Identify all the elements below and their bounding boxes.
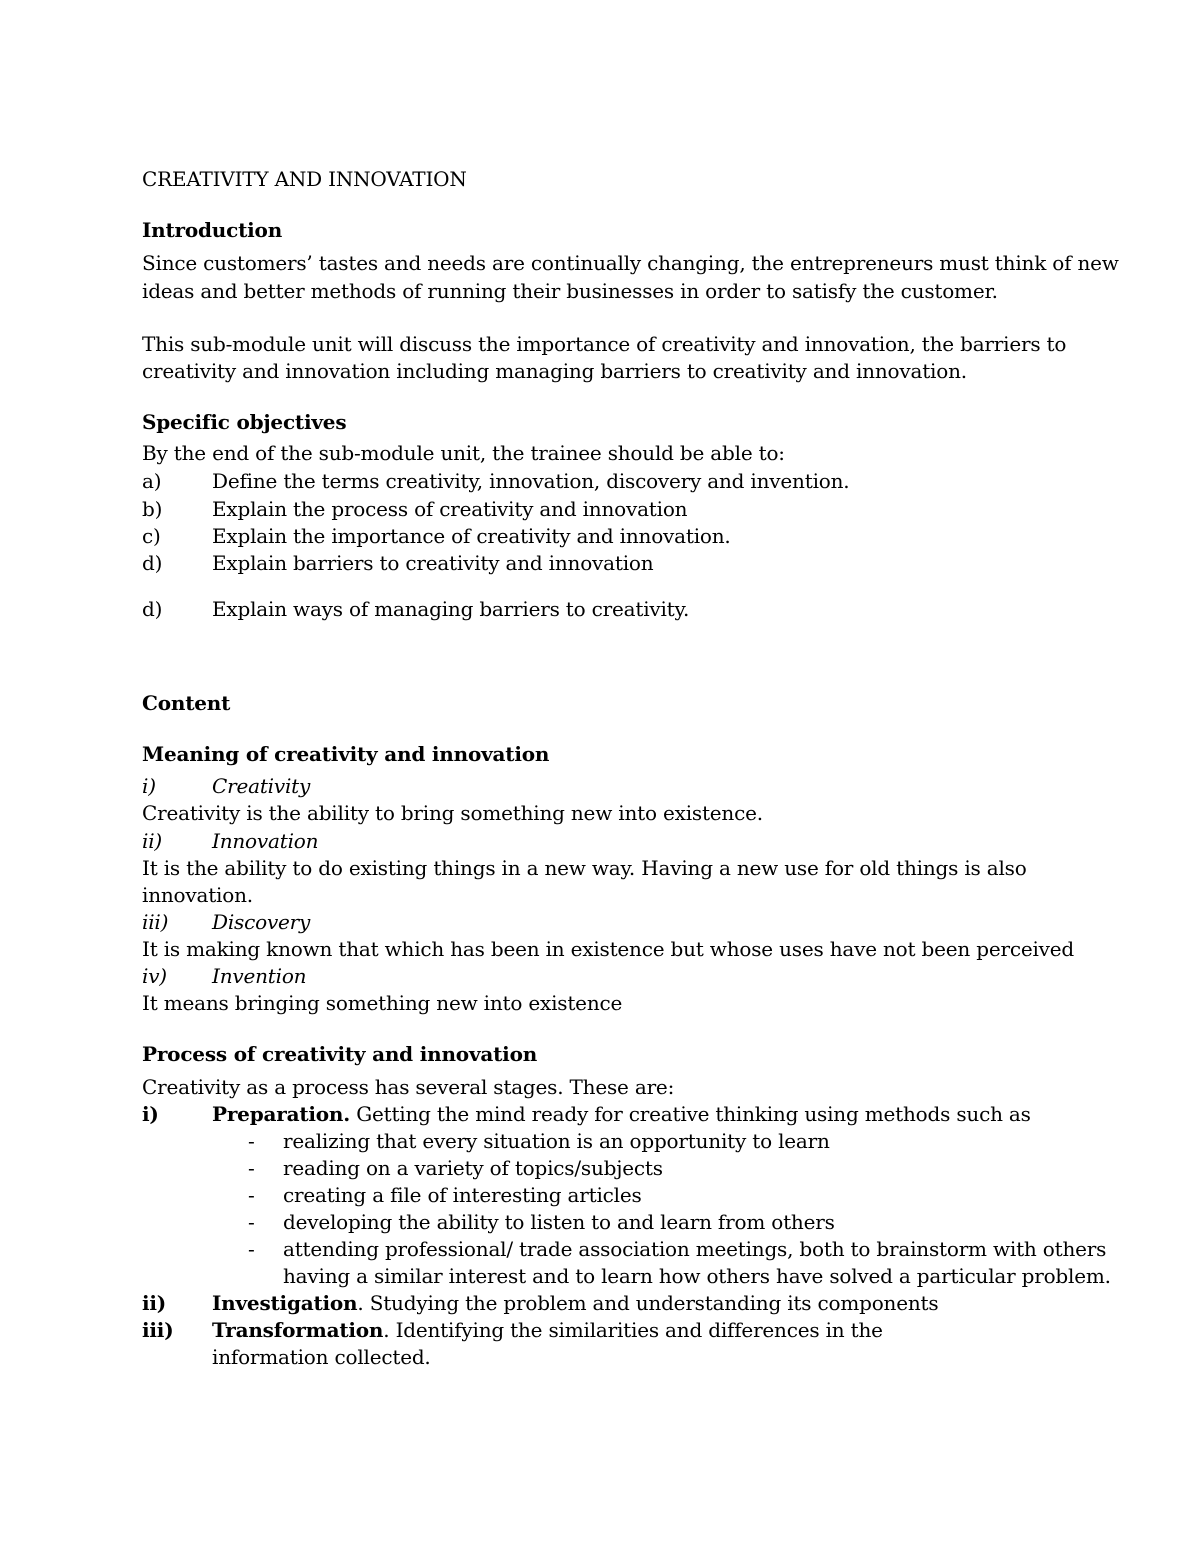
objective-label: c) [142,524,161,548]
stage-label: i) [142,1102,159,1126]
bullet-text: reading on a variety of topics/subjects [283,1156,663,1180]
term-label: iv) [142,964,167,988]
content-heading: Content [142,691,231,715]
introduction-heading: Introduction [142,218,283,242]
stage-name: Preparation. [212,1102,351,1126]
process-intro: Creativity as a process has several stages. These are: [142,1075,675,1099]
term-name: Creativity [212,774,311,798]
objective-text: Explain ways of managing barriers to creativity. [212,597,690,621]
stage-text [212,1102,1031,1126]
term-definition: It means bringing something new into existence [142,991,623,1015]
objectives-intro: By the end of the sub-module unit, the trainee should be able to: [142,441,785,465]
objective-label: a) [142,469,162,493]
intro-paragraph-2-line-1: This sub-module unit will discuss the importance of creativity and innovation, the barriers to [142,332,1067,356]
term-name: Discovery [212,910,311,934]
objective-text: Explain the process of creativity and innovation [212,497,688,521]
stage-label: iii) [142,1318,174,1342]
stage-description: . Identifying the similarities and differences in the [383,1318,883,1342]
meaning-heading: Meaning of creativity and innovation [142,742,550,766]
bullet-text: attending professional/ trade association meetings, both to brainstorm with others [283,1237,1107,1261]
objective-text: Explain the importance of creativity and innovation. [212,524,731,548]
term-definition: innovation. [142,883,253,907]
bullet-marker: - [248,1129,255,1153]
term-definition: It is the ability to do existing things in a new way. Having a new use for old things is also [142,856,1027,880]
stage-description-continuation: information collected. [212,1345,431,1369]
bullet-text: creating a file of interesting articles [283,1183,642,1207]
stage-name: Investigation [212,1291,358,1315]
process-heading: Process of creativity and innovation [142,1042,538,1066]
term-label: i) [142,774,156,798]
term-label: iii) [142,910,169,934]
bullet-text-continuation: having a similar interest and to learn how others have solved a particular problem. [283,1264,1111,1288]
document-title: CREATIVITY AND INNOVATION [142,167,467,191]
term-definition: It is making known that which has been in existence but whose uses have not been perceived [142,937,1075,961]
term-name: Invention [212,964,307,988]
term-definition: Creativity is the ability to bring something new into existence. [142,801,763,825]
term-name: Innovation [212,829,319,853]
objective-label: d) [142,597,163,621]
objective-label: b) [142,497,163,521]
bullet-marker: - [248,1183,255,1207]
stage-text [212,1291,938,1315]
bullet-marker: - [248,1156,255,1180]
bullet-marker: - [248,1210,255,1234]
intro-paragraph-1-line-1: Since customers’ tastes and needs are continually changing, the entrepreneurs must think of new [142,251,1119,275]
objective-label: d) [142,551,163,575]
bullet-text: realizing that every situation is an opportunity to learn [283,1129,830,1153]
intro-paragraph-1-line-2: ideas and better methods of running their businesses in order to satisfy the customer. [142,279,998,303]
stage-name: Transformation [212,1318,384,1342]
bullet-marker: - [248,1237,255,1261]
stage-description: . Studying the problem and understanding its components [357,1291,939,1315]
objectives-heading: Specific objectives [142,410,347,434]
intro-paragraph-2-line-2: creativity and innovation including managing barriers to creativity and innovation. [142,359,967,383]
stage-text [212,1318,883,1342]
bullet-text: developing the ability to listen to and learn from others [283,1210,835,1234]
objective-text: Explain barriers to creativity and innovation [212,551,654,575]
stage-description: Getting the mind ready for creative thinking using methods such as [350,1102,1031,1126]
term-label: ii) [142,829,162,853]
stage-label: ii) [142,1291,167,1315]
objective-text: Define the terms creativity, innovation, discovery and invention. [212,469,850,493]
